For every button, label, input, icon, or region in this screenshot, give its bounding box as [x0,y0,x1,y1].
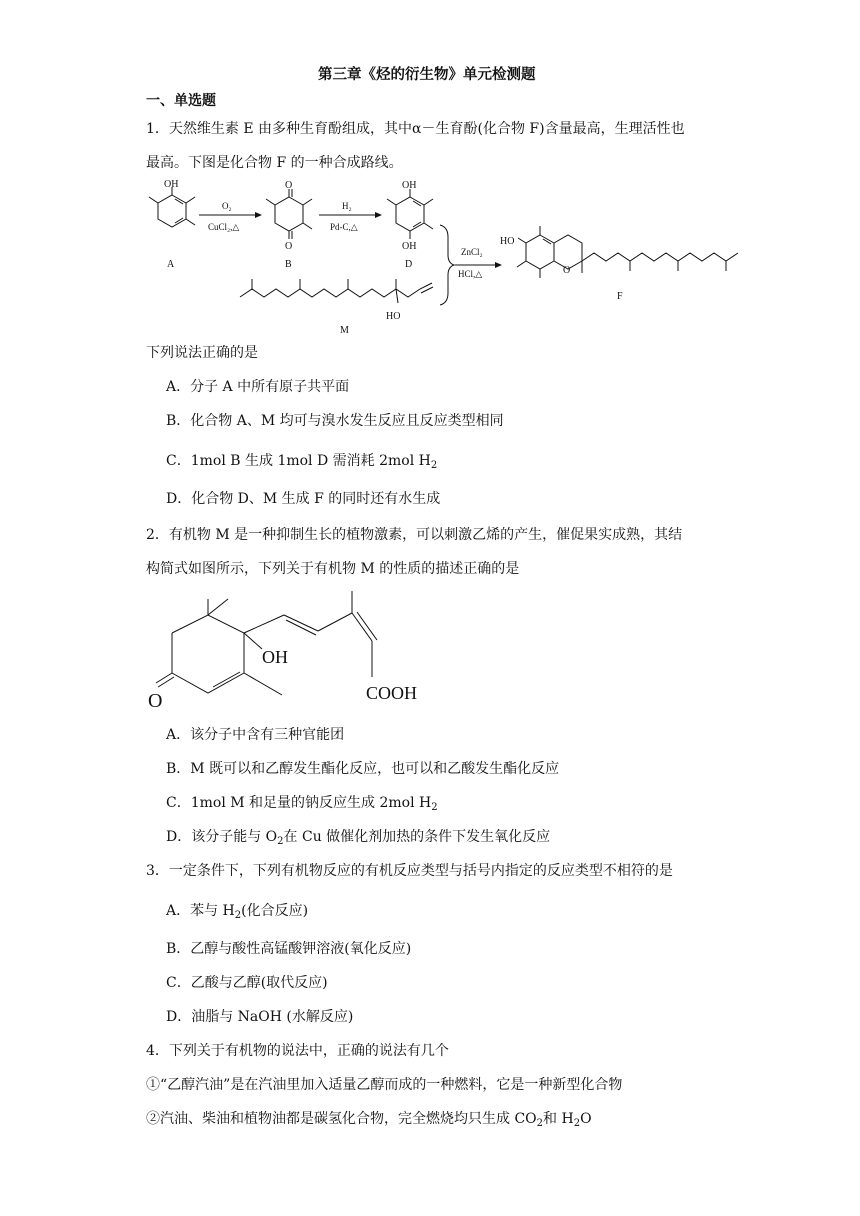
q2-option-d: D．该分子能与 $O_2$在 Cu 做催化剂加热的条件下发生氧化反应 [166,829,551,847]
q2-line2: 构简式如图所示，下列关于有机物 M 的性质的描述正确的是 [146,561,520,577]
q3-line1: 3．一定条件下，下列有机物反应的有机反应类型与括号内指定的反应类型不相符的是 [146,863,673,879]
a-oh-label: OH [164,179,179,190]
compound-B-structure [266,189,312,239]
f-ho-label: HO [500,236,515,247]
q4-item-1: ①“乙醇汽油”是在汽油里加入适量乙醇而成的一种燃料，它是一种新型化合物 [146,1077,623,1093]
compound-B-label: B [285,259,292,270]
q4-item-2: ②汽油、柴油和植物油都是碳氢化合物，完全燃烧均只生成 $CO_2$和 $H_2O$ [146,1111,592,1129]
arrow3-reagent-top: ZnCl₂ [461,247,483,257]
compound-F-label: F [617,291,623,302]
compound-D-label: D [405,259,413,270]
arrow1-reagent-bottom: CuCl₂,△ [208,222,240,232]
q1-option-b: B．化合物 A、M 均可与溴水发生反应且反应类型相同 [166,413,504,429]
page-title: 第三章《烃的衍生物》单元检测题 [318,66,536,83]
compound-F-structure [517,226,738,278]
q1-option-d: D．化合物 D、M 生成 F 的同时还有水生成 [166,491,441,507]
arrow2-reagent-bottom: Pd-C,△ [330,222,358,232]
compound-D-structure [387,189,433,239]
q3-option-b: B．乙醇与酸性高锰酸钾溶液(氧化反应) [166,941,412,957]
compound-A-structure [149,187,195,227]
compound-M-structure [240,279,433,303]
q1-option-c: C．1mol B 生成 1mol D 需消耗 2mol $H_2$ [166,453,438,471]
q2-o-label: O [148,690,163,712]
q3-option-c: C．乙酸与乙醇(取代反应) [166,975,328,991]
q2-abscisic-acid-structure [0,585,860,715]
arrow1-reagent-top: O₂ [222,201,232,211]
d-oh-top: OH [402,180,417,191]
b-o-bottom: O [285,241,293,252]
q2-option-c: C．1mol M 和足量的钠反应生成 2mol $H_2$ [166,795,438,813]
compound-M-label: M [340,325,349,336]
q1-synthesis-scheme [0,175,860,345]
compound-A-label: A [167,259,175,270]
q3-option-a: A．苯与 $H_2$(化合反应) [166,903,309,921]
m-ho-label: HO [386,311,401,322]
q2-oh-label: OH [262,647,288,667]
f-o-label: O [563,265,571,276]
q2-option-b: B．M 既可以和乙醇发生酯化反应，也可以和乙酸发生酯化反应 [166,761,560,777]
q3-option-d: D．油脂与 NaOH (水解反应) [166,1009,354,1025]
section-heading: 一、单选题 [146,93,216,109]
q1-line1: 1．天然维生素 E 由多种生育酚组成，其中α－生育酚(化合物 F)含量最高，生理活性也 [146,121,685,137]
q1-stem: 下列说法正确的是 [146,345,258,361]
arrow3-reagent-bottom: HCl,△ [458,269,483,279]
q2-cooh-label: COOH [366,683,418,703]
q2-option-a: A．该分子中含有三种官能团 [166,727,345,743]
b-o-top: O [285,180,293,191]
q1-line2: 最高。下图是化合物 F 的一种合成路线。 [146,155,403,171]
d-oh-bottom: OH [402,241,417,252]
q2-line1: 2．有机物 M 是一种抑制生长的植物激素，可以刺激乙烯的产生，催促果实成熟，其结 [146,527,683,543]
q1-option-a: A．分子 A 中所有原子共平面 [166,379,350,395]
arrow2-reagent-top: H₂ [342,201,352,211]
q4-line1: 4．下列关于有机物的说法中，正确的说法有几个 [146,1043,449,1059]
